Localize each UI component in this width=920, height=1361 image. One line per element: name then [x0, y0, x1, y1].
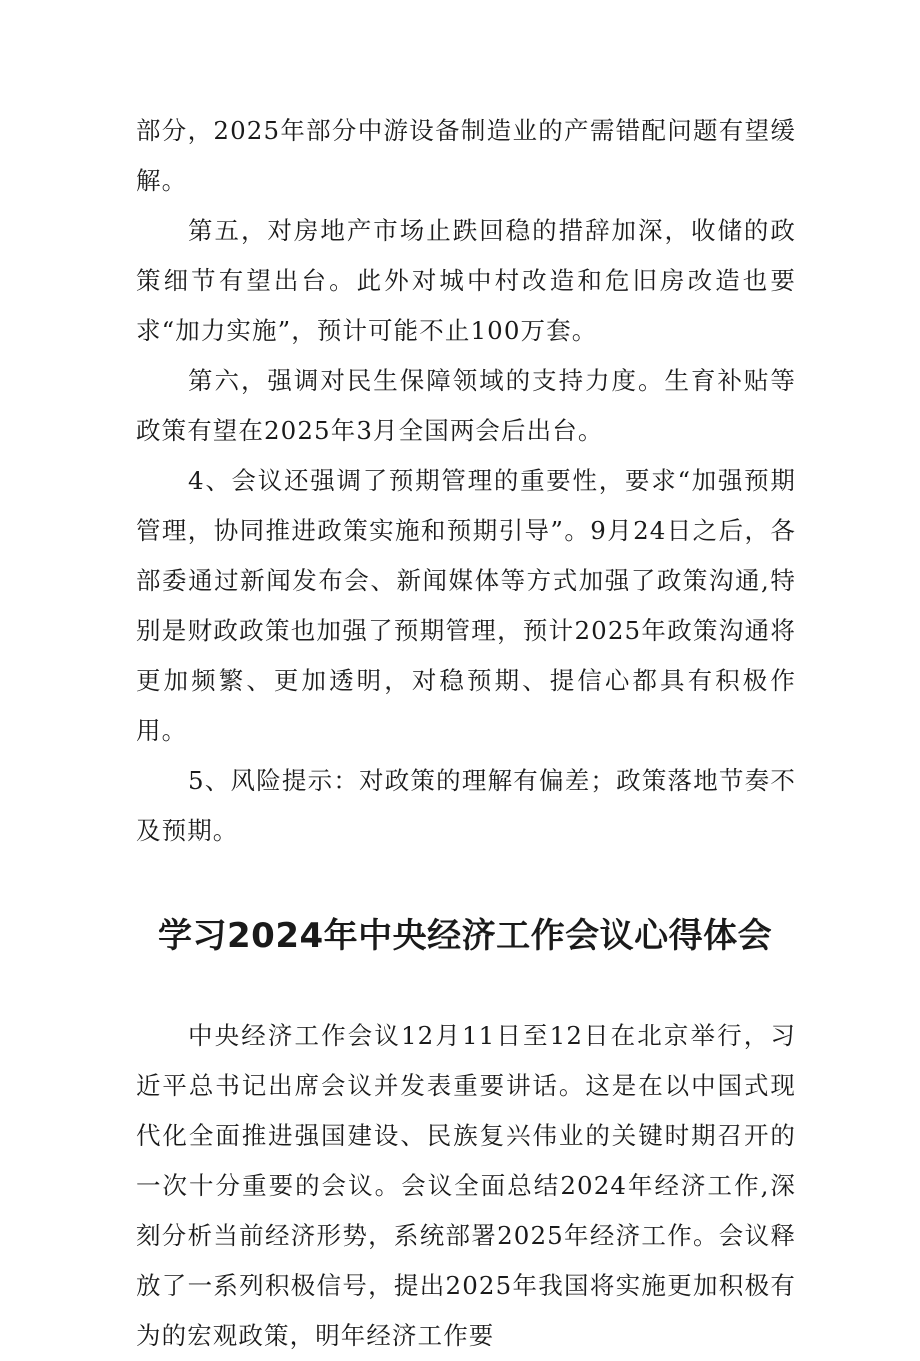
body-paragraph-6: 中央经济工作会议12月11日至12日在北京举行，习近平总书记出席会议并发表重要讲话。这是在以中国式现代化全面推进强国建设、民族复兴伟业的关键时期召开的一次十分重要的会议。会议全面总结2024年经济工作,深刻分析当前经济形势，系统部署2025年经济工作。会议释放了一系列积极信号，提出2025年我国将实施更加积极有为的宏观政策，明年经济工作要	[136, 1021, 796, 1350]
section-title: 学习2024年中央经济工作会议心得体会	[158, 916, 773, 956]
body-paragraph-1: 部分，2025年部分中游设备制造业的产需错配问题有望缓解。	[136, 116, 796, 195]
document-body	[0, 106, 920, 1361]
body-paragraph-2: 第五，对房地产市场止跌回稳的措辞加深，收储的政策细节有望出台。此外对城中村改造和危旧房改造也要求“加力实施”，预计可能不止100万套。	[136, 216, 796, 345]
body-paragraph-3: 第六，强调对民生保障领域的支持力度。生育补贴等政策有望在2025年3月全国两会后出台。	[136, 366, 796, 445]
body-paragraph-4: 4、会议还强调了预期管理的重要性，要求“加强预期管理，协同推进政策实施和预期引导”。9月24日之后，各部委通过新闻发布会、新闻媒体等方式加强了政策沟通,特别是财政政策也加强了预期管理，预计2025年政策沟通将更加频繁、更加透明，对稳预期、提信心都具有积极作用。	[136, 466, 796, 745]
body-paragraph-5: 5、风险提示：对政策的理解有偏差；政策落地节奏不及预期。	[136, 766, 796, 845]
title-spacer	[0, 966, 920, 1011]
